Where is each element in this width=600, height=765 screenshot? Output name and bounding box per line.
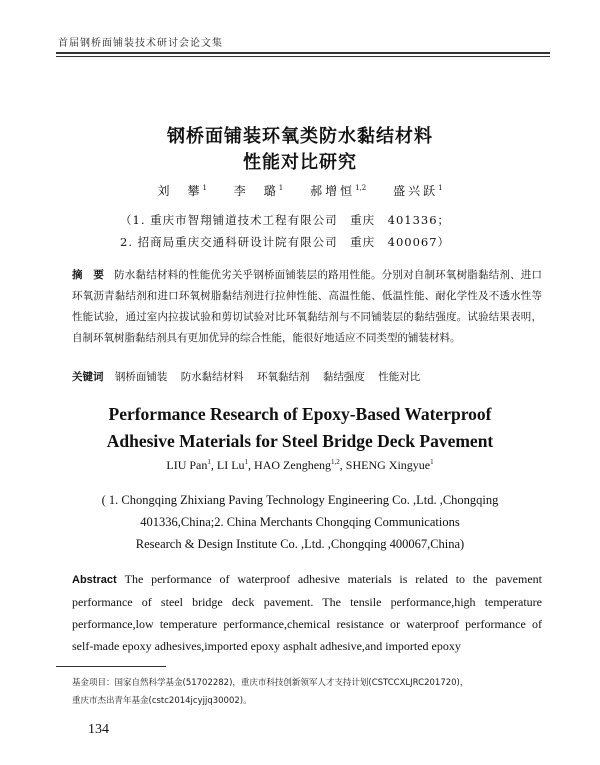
chinese-title-line2: 性能对比研究	[243, 152, 357, 173]
author-cn-3: 郝增恒$^{1,2}$	[310, 184, 367, 198]
english-affiliation-line2: 401336,China;2. China Merchants Chongqing Communications	[140, 515, 460, 529]
english-abstract-text: The performance of waterproof adhesive materials is related to the pavement performance of steel bridge deck pavement. The tensile performance,high temperature performance,low temperature performance,chemical resistance or waterproof performance of self-made epoxy adhesives,imported epoxy asphalt adhesive,and imported epoxy	[72, 572, 542, 653]
english-title-line1: Performance Research of Epoxy-Based Waterproof	[108, 404, 492, 424]
footnote-rule	[56, 666, 166, 667]
keyword-cn: 性能对比	[378, 371, 421, 383]
author-en-1: LIU Pan$^1$	[166, 458, 211, 472]
header-rule-thin	[56, 56, 550, 57]
keyword-cn: 环氧黏结剂	[257, 371, 310, 383]
chinese-title-line1: 钢桥面铺装环氧类防水黏结材料	[167, 126, 433, 147]
english-title-line2: Adhesive Materials for Steel Bridge Deck Pavement	[106, 431, 494, 451]
keyword-cn: 黏结强度	[322, 371, 365, 383]
footnote-funding-line2: 重庆市杰出青年基金(cstc2014jcyjjq30002)。	[72, 696, 252, 706]
english-authors: LIU Pan$^1$, LI Lu$^1$, HAO Zengheng$^{1,2}$, SHENG Xingyue$^1$	[166, 458, 434, 472]
author-en-4: SHENG Xingyue$^1$	[345, 458, 434, 472]
chinese-keywords-label: 关键词	[72, 371, 104, 383]
header-rule	[56, 52, 550, 54]
author-cn-4: 盛兴跃$^1$	[393, 184, 443, 198]
english-abstract-label: Abstract	[72, 574, 117, 586]
author-en-2: LI Lu$^1$	[216, 458, 249, 472]
chinese-affiliation-line1: （1. 重庆市智翔铺道技术工程有限公司 重庆 401336；	[120, 213, 451, 227]
running-header: 首届钢桥面铺装技术研讨会论文集	[58, 38, 223, 49]
keyword-cn: 防水黏结材料	[180, 371, 244, 383]
keyword-cn: 钢桥面铺装	[114, 371, 168, 383]
chinese-abstract-label: 摘 要	[72, 269, 105, 281]
english-affiliation-line3: Research & Design Institute Co. ,Ltd. ,Chongqing 400067,China)	[135, 537, 465, 551]
chinese-keywords	[72, 369, 542, 384]
chinese-affiliation-line2: 2. 招商局重庆交通科研设计院有限公司 重庆 400067）	[120, 235, 451, 249]
chinese-abstract	[72, 265, 542, 349]
chinese-authors	[0, 182, 600, 199]
author-cn-2: 李 璐$^1$	[233, 184, 284, 198]
english-affiliation-line1: ( 1. Chongqing Zhixiang Paving Technology Engineering Co. ,Ltd. ,Chongqing	[101, 493, 499, 507]
page-number: 134	[88, 722, 109, 737]
author-cn-1: 刘 攀$^1$	[157, 184, 207, 198]
english-abstract	[72, 568, 542, 657]
chinese-abstract-text: 防水黏结材料的性能优劣关乎钢桥面铺装层的路用性能。分别对自制环氧树脂黏结剂、进口环氧沥青黏结剂和进口环氧树脂黏结剂进行拉伸性能、高温性能、低温性能、耐化学性及不透水性等性能试验，通过室内拉拔试验和剪切试验对比环氧黏结剂与不同铺装层的黏结强度。试验结果表明，自制环氧树脂黏结剂具有更加优异的综合性能，能很好地适应不同类型的铺装材料。	[72, 269, 543, 344]
author-en-3: HAO Zengheng$^{1,2}$	[254, 458, 340, 472]
footnote-funding-line1: 基金项目：国家自然科学基金(51702282)，重庆市科技创新领军人才支持计划(CSTCCXLJRC201720)，	[72, 678, 469, 688]
